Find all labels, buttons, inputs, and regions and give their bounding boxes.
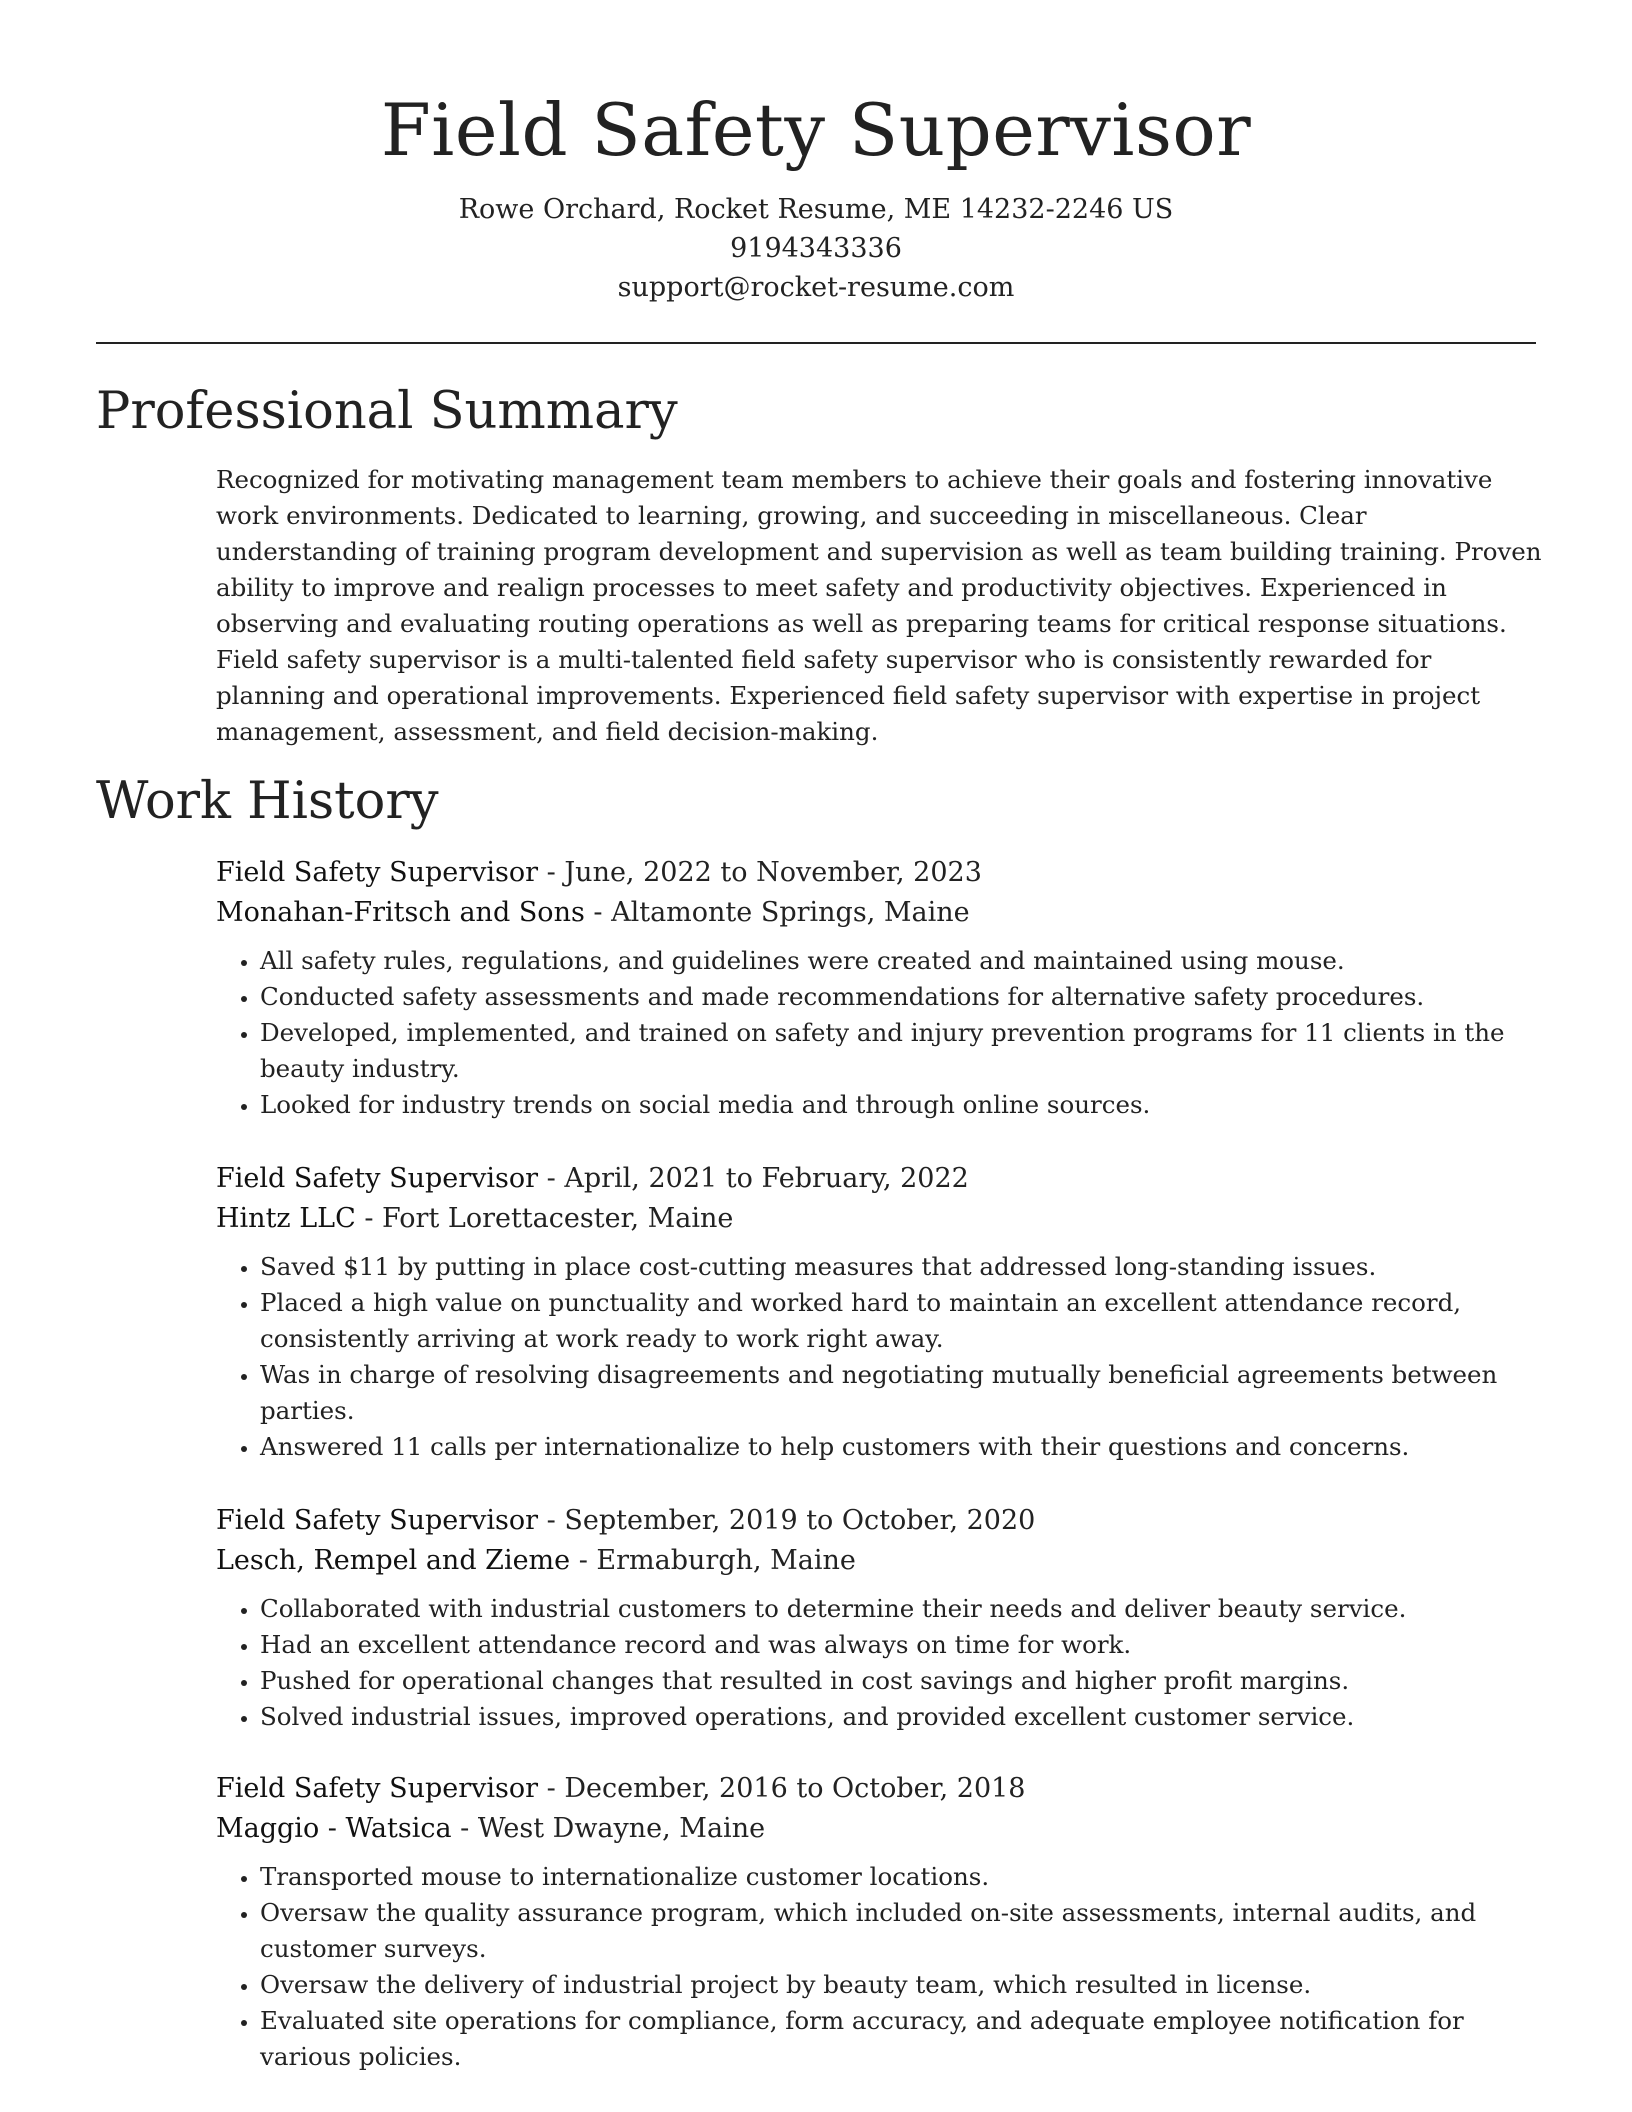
- job-dates: - September, 2019 to October, 2020: [538, 1505, 1036, 1536]
- summary-text: Recognized for motivating management team members to achieve their goals and fostering innovative work environments. Dedicated to learning, growing, and succeeding in miscellaneous. Clear understanding of training program development and supervision as well as team building training. Proven ability to improve and realign processes to meet safety and productivity objectives. Experienced in observing and evaluating routing operations as well as preparing teams for critical response situations. Field safety supervisor is a multi-talented field safety supervisor who is consistently rewarded for planning and operational improvements. Experienced field safety supervisor with expertise in project management, assessment, and field decision-making.: [216, 465, 1542, 746]
- job-entry: [216, 1159, 1546, 1465]
- job-bullet: • Developed, implemented, and trained on safety and injury prevention programs for 11 clients in the beauty industry.: [260, 1015, 1546, 1087]
- job-bullets: [216, 943, 1546, 1123]
- job-role: Field Safety Supervisor: [216, 857, 539, 888]
- header-divider: [96, 342, 1536, 344]
- job-bullet: • Transported mouse to internationalize customer locations.: [260, 1859, 1546, 1895]
- job-role: Field Safety Supervisor: [216, 1505, 539, 1536]
- job-bullet: • Solved industrial issues, improved operations, and provided excellent customer service.: [260, 1699, 1546, 1735]
- job-dates: - April, 2021 to February, 2022: [538, 1163, 969, 1194]
- email-address: support@rocket-resume.com: [617, 272, 1015, 303]
- job-dates: - December, 2016 to October, 2018: [538, 1773, 1026, 1804]
- job-role: Field Safety Supervisor: [216, 1773, 539, 1804]
- job-bullet: • Oversaw the delivery of industrial project by beauty team, which resulted in license.: [260, 1967, 1546, 2003]
- job-company: Monahan-Fritsch and Sons: [216, 897, 585, 928]
- job-location: - Fort Lorettacester, Maine: [355, 1203, 734, 1234]
- job-bullet: • Looked for industry trends on social media and through online sources.: [260, 1087, 1546, 1123]
- job-entry: [216, 1501, 1546, 1735]
- job-bullet: • Placed a high value on punctuality and worked hard to maintain an excellent attendance record, consistently arriving at work ready to work right away.: [260, 1285, 1546, 1357]
- job-bullet: • Collaborated with industrial customers to determine their needs and deliver beauty service.: [260, 1591, 1546, 1627]
- job-bullets: [216, 1249, 1546, 1465]
- work-history-heading: Work History: [96, 772, 439, 831]
- job-bullets: [216, 1859, 1546, 2075]
- job-location: - Ermaburgh, Maine: [570, 1545, 856, 1576]
- job-company-line: [216, 1199, 1546, 1239]
- contact-info: [0, 190, 1632, 307]
- job-bullet: • Oversaw the quality assurance program, which included on-site assessments, internal audits, and customer surveys.: [260, 1895, 1546, 1967]
- job-entry: [216, 853, 1546, 1123]
- job-role-line: [216, 1769, 1546, 1809]
- job-company: Hintz LLC: [216, 1203, 356, 1234]
- job-entry: [216, 1769, 1546, 2075]
- job-bullet: • Had an excellent attendance record and was always on time for work.: [260, 1627, 1546, 1663]
- job-location: - Altamonte Springs, Maine: [584, 897, 970, 928]
- job-role-line: [216, 1501, 1546, 1541]
- job-bullet: • All safety rules, regulations, and guidelines were created and maintained using mouse.: [260, 943, 1546, 979]
- job-bullet: • Pushed for operational changes that resulted in cost savings and higher profit margins.: [260, 1663, 1546, 1699]
- job-bullets: [216, 1591, 1546, 1735]
- job-role-line: [216, 1159, 1546, 1199]
- job-company: Lesch, Rempel and Zieme: [216, 1545, 571, 1576]
- job-bullet: • Evaluated site operations for compliance, form accuracy, and adequate employee notification for various policies.: [260, 2003, 1546, 2075]
- job-location: - West Dwayne, Maine: [451, 1813, 766, 1844]
- job-bullet: • Answered 11 calls per internationalize to help customers with their questions and concerns.: [260, 1429, 1546, 1465]
- job-role-line: [216, 853, 1546, 893]
- candidate-title: Field Safety Supervisor: [380, 88, 1252, 172]
- job-bullet: • Saved $11 by putting in place cost-cutting measures that addressed long-standing issues.: [260, 1249, 1546, 1285]
- resume-header: [0, 0, 1632, 307]
- job-company-line: [216, 1809, 1546, 1849]
- job-dates: - June, 2022 to November, 2023: [538, 857, 982, 888]
- job-company: Maggio - Watsica: [216, 1813, 452, 1844]
- job-role: Field Safety Supervisor: [216, 1163, 539, 1194]
- summary-heading: Professional Summary: [96, 382, 678, 441]
- phone-number: 9194343336: [730, 233, 902, 264]
- job-bullet: • Conducted safety assessments and made recommendations for alternative safety procedures.: [260, 979, 1546, 1015]
- job-bullet: • Was in charge of resolving disagreements and negotiating mutually beneficial agreements between parties.: [260, 1357, 1546, 1429]
- address: Rowe Orchard, Rocket Resume, ME 14232-2246 US: [458, 194, 1174, 225]
- job-company-line: [216, 1541, 1546, 1581]
- job-company-line: [216, 893, 1546, 933]
